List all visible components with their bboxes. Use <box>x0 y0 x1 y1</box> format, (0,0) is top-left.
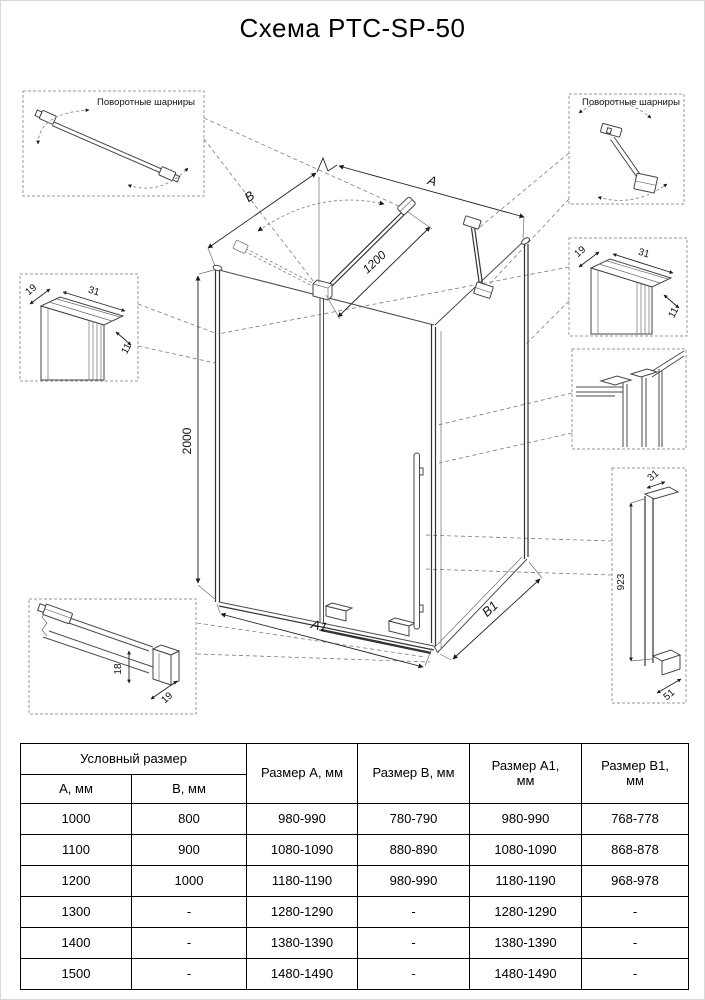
dimension-annotations <box>180 158 542 667</box>
wall-profile-left-gap: 11 <box>119 341 135 356</box>
door-handle <box>414 453 423 629</box>
dim-a1-label: A1 <box>309 616 329 635</box>
hinges-left-label: Поворотные шарниры <box>97 97 195 108</box>
table-row: 1000 800 980-990 780-790 980-990 768-778 <box>21 804 689 835</box>
handle-width: 31 <box>645 468 662 484</box>
detail-hinges-left <box>23 91 204 196</box>
page-title: Схема PTC-SP-50 <box>239 13 466 43</box>
schematic-drawing <box>1 56 705 742</box>
bottom-rail-height: 18 <box>113 663 124 675</box>
hinges-right-label: Поворотные шарниры <box>582 97 680 108</box>
support-bars <box>233 196 494 300</box>
wall-profile-left-width: 31 <box>86 284 101 299</box>
bar-pivot-block <box>313 280 332 300</box>
col-group-nominal-size: Условный размер <box>21 744 247 775</box>
dim-a-label: A <box>426 172 439 190</box>
table-row: 1500 - 1480-1490 - 1480-1490 - <box>21 959 689 990</box>
detail-hinges-right <box>569 94 684 204</box>
detail-handle <box>612 468 686 703</box>
wall-profile-right-depth: 19 <box>572 244 589 260</box>
detail-wall-profile-left <box>20 274 138 381</box>
table-row: 1200 1000 1180-1190 980-990 1180-1190 968-978 <box>21 866 689 897</box>
detail-corner-profile <box>572 349 686 449</box>
table-row: 1300 - 1280-1290 - 1280-1290 - <box>21 897 689 928</box>
bottom-rail-depth: 19 <box>159 690 176 706</box>
col-size-a1: Размер А1, мм <box>470 744 582 804</box>
dim-b-label: B <box>241 187 258 205</box>
wall-profile-right-gap: 11 <box>666 305 682 320</box>
dim-b1-label: B1 <box>478 597 501 620</box>
dim-bar-length-label: 1200 <box>359 247 389 277</box>
col-a-mm: А, мм <box>21 775 132 804</box>
handle-base: 51 <box>661 687 678 703</box>
detail-bottom-rail <box>29 599 196 714</box>
dim-height-label: 2000 <box>180 427 194 455</box>
col-size-b1: Размер В1, мм <box>582 744 689 804</box>
shower-enclosure <box>213 236 531 653</box>
swing-arc <box>258 200 384 231</box>
detail-wall-profile-right <box>569 238 687 336</box>
size-table <box>20 743 689 990</box>
leader-lines <box>138 118 612 662</box>
table-row: 1100 900 1080-1090 880-890 1080-1090 868-878 <box>21 835 689 866</box>
col-size-a: Размер А, мм <box>247 744 358 804</box>
table-row: 1400 - 1380-1390 - 1380-1390 - <box>21 928 689 959</box>
bar-wall-bracket <box>397 196 416 215</box>
wall-profile-left-depth: 19 <box>23 282 40 298</box>
col-b-mm: В, мм <box>132 775 247 804</box>
col-size-b: Размер В, мм <box>358 744 470 804</box>
handle-length: 923 <box>616 573 627 591</box>
wall-profile-right-width: 31 <box>636 246 651 261</box>
